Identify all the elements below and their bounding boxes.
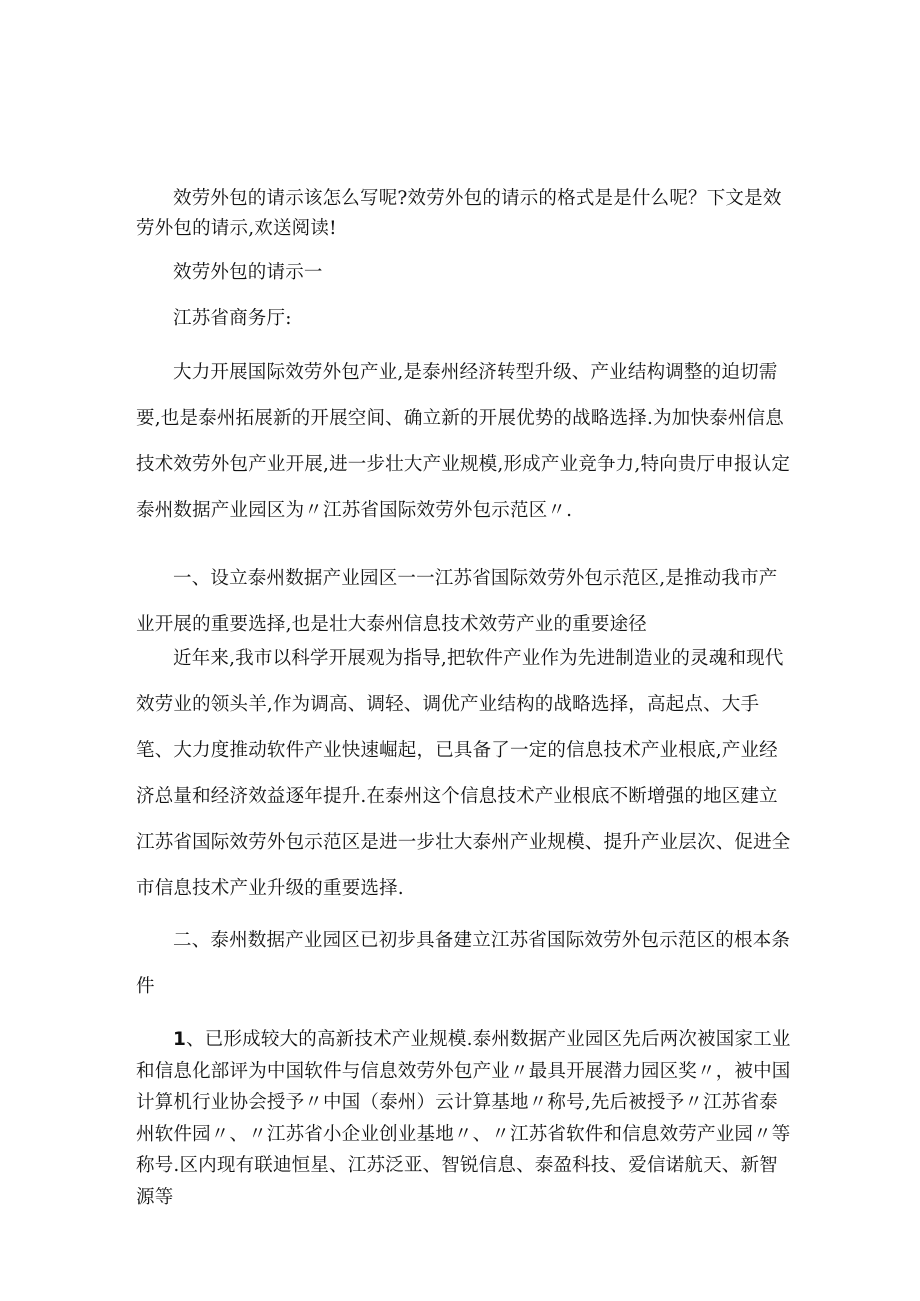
section-heading: 效劳外包的请示一 [173, 262, 323, 283]
list-item-number: 1 [173, 1029, 187, 1050]
salutation: 江苏省商务厅: [173, 308, 292, 329]
section-1-heading: 一、设立泰州数据产业园区一一江苏省国际效劳外包示范区,是推动我市产业开展的重要选择,也是壮大泰州信息技术效劳产业的重要途径 [136, 568, 778, 635]
section-2-heading: 二、泰州数据产业园区已初步具备建立江苏省国际效劳外包示范区的根本条件 [136, 930, 791, 997]
list-item-text: 、已形成较大的高新技术产业规模.泰州数据产业园区先后两次被国家工业和信息化部评为中国软件与信息效劳外包产业〃最具开展潜力园区奖〃，被中国计算机行业协会授予〃中国（泰州）云计算基地〃称号,先后被授予〃江苏省泰州软件园〃、〃江苏省小企业创业基地〃、〃江苏省软件和信息效劳产业园〃等称号.区内现有联迪恒星、江苏泛亚、智锐信息、泰盈科技、爱信诺航天、新智源等 [136, 1029, 791, 1208]
body-paragraph-1: 大力开展国际效劳外包产业,是泰州经济转型升级、产业结构调整的迫切需要,也是泰州拓展新的开展空间、确立新的开展优势的战略选择.为加快泰州信息技术效劳外包产业开展,进一步壮大产业规模,形成产业竞争力,特向贵厅申报认定泰州数据产业园区为〃江苏省国际效劳外包示范区〃. [136, 362, 791, 521]
list-item-1 [136, 1024, 796, 1213]
intro-paragraph: 效劳外包的请示该怎么写呢?效劳外包的请示的格式是是什么呢？下文是效劳外包的请示,欢送阅读! [136, 188, 782, 239]
body-paragraph-2: 近年来,我市以科学开展观为指导,把软件产业作为先进制造业的灵魂和现代效劳业的领头羊,作为调高、调轻、调优产业结构的战略选择，高起点、大手笔、大力度推动软件产业快速崛起，已具备了一定的信息技术产业根底,产业经济总量和经济效益逐年提升.在泰州这个信息技术产业根底不断增强的地区建立江苏省国际效劳外包示范区是进一步壮大泰州产业规模、提升产业层次、促进全市信息技术产业升级的重要选择. [136, 648, 791, 899]
